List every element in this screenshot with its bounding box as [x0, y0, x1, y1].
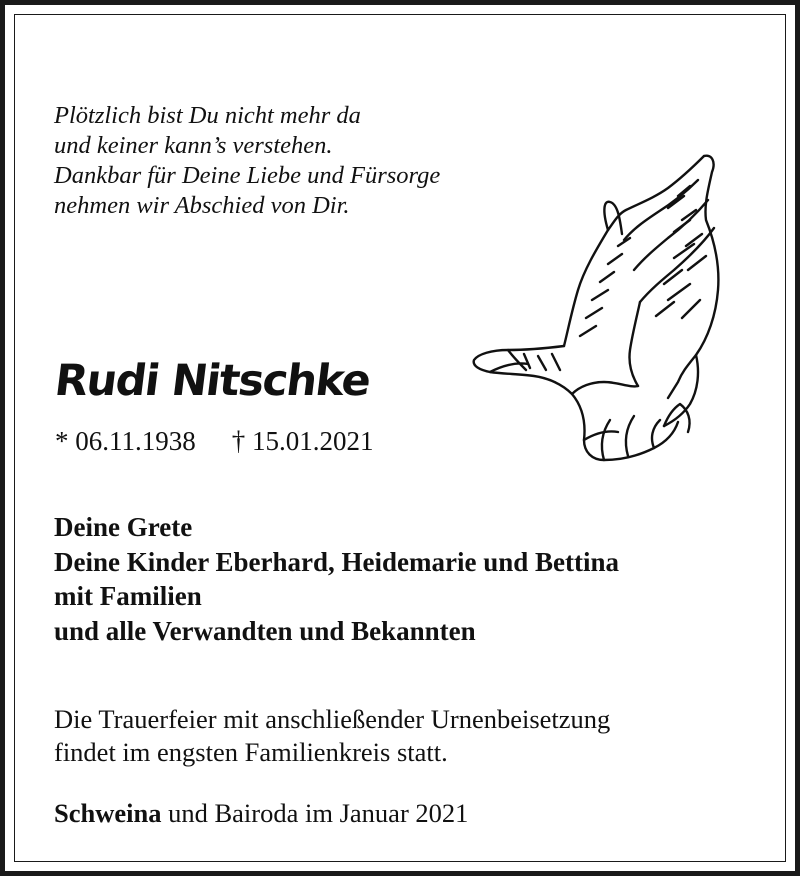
place-date-rest: und Bairoda im Januar 2021 — [161, 798, 469, 828]
life-dates — [55, 426, 374, 457]
funeral-notice — [54, 703, 610, 769]
notice-line: Die Trauerfeier mit anschließender Urnenbeisetzung — [54, 704, 611, 734]
poem-line: Dankbar für Deine Liebe und Fürsorge — [54, 162, 441, 189]
poem-verse — [54, 101, 440, 221]
poem-line: Plötzlich bist Du nicht mehr da — [54, 102, 361, 129]
place-name: Schweina — [54, 798, 162, 828]
birth-date: * 06.11.1938 — [55, 426, 196, 456]
mourners-list — [54, 510, 619, 648]
deceased-name: Rudi Nitschke — [52, 356, 373, 406]
poem-line: nehmen wir Abschied von Dir. — [54, 192, 350, 219]
praying-hands-icon — [468, 150, 730, 466]
mourner-line: mit Familien — [54, 581, 202, 611]
death-date: † 15.01.2021 — [231, 426, 374, 456]
place-and-date — [54, 798, 468, 829]
mourner-line: und alle Verwandten und Bekannten — [54, 615, 476, 646]
notice-line: findet im engsten Familienkreis statt. — [54, 737, 448, 767]
mourner-line: Deine Kinder Eberhard, Heidemarie und Bettina — [54, 546, 619, 577]
poem-line: und keiner kann’s verstehen. — [54, 132, 333, 159]
mourner-line: Deine Grete — [54, 512, 193, 542]
